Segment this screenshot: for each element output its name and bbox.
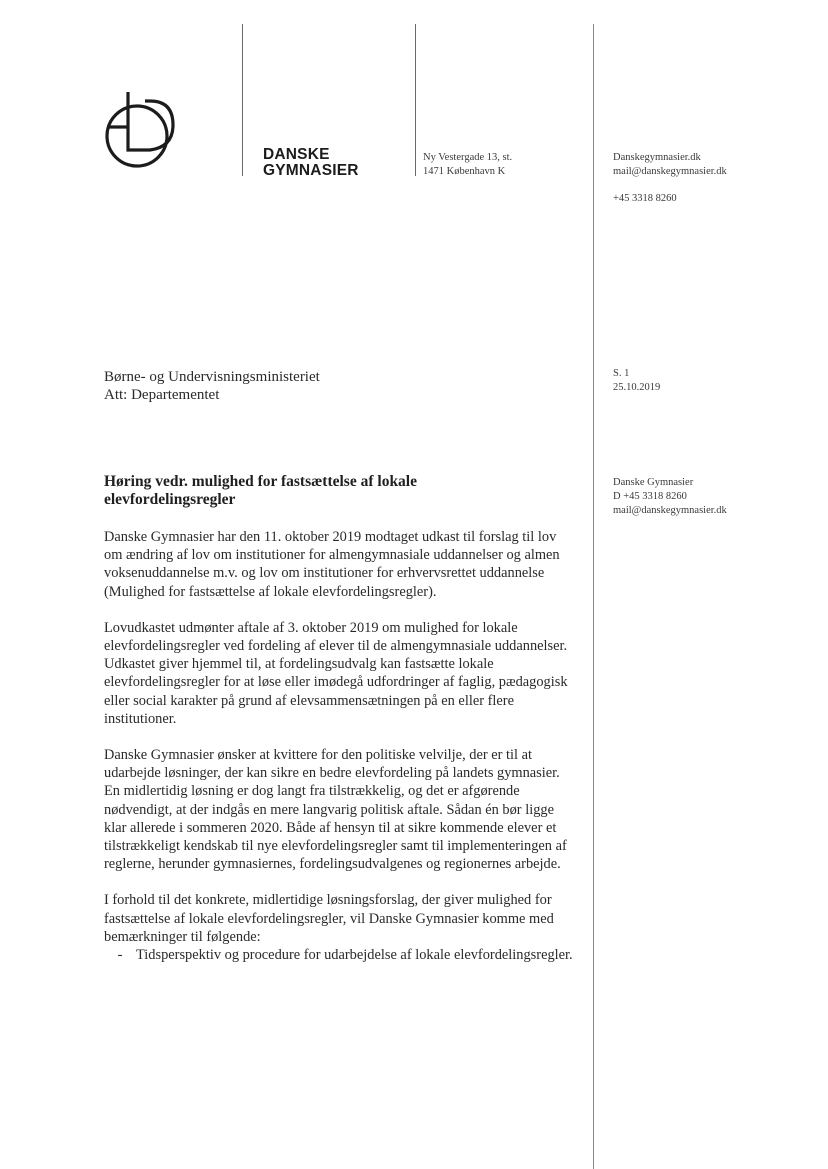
- divider-line-2: [415, 24, 416, 176]
- paragraph: Danske Gymnasier ønsker at kvittere for den politiske velvilje, der er til at udarbejde løsninger, der kan sikre en bedre elevfordeling på landets gymnasier. En midlertidig løsning er dog langt fra tilstrækkelig, og det er afgørende nødvendigt, at der indgås en mere langvarig politisk aftale. Sådan én bør ligge klar allerede i sommeren 2020. Både af hensyn til at sikre kommende elever et tilstrækkeligt kendskab til nye elevfordelingsregler samt til implementeringen af reglerne, herunder gymnasiernes, fordelingsudvalgenes og regionernes arbejde.: [104, 747, 567, 873]
- divider-line-1: [242, 24, 243, 176]
- bullet-item: [104, 946, 574, 964]
- phone-number: +45 3318 8260: [613, 193, 677, 204]
- sender-block: [613, 476, 727, 518]
- organization-name: [263, 147, 359, 179]
- recipient-line2: Att: Departementet: [104, 387, 220, 403]
- paragraph: Danske Gymnasier har den 11. oktober 2019 modtaget udkast til forslag til lov om ændring af lov om institutioner for almengymnasiale uddannelser og almen voksenuddannelse m.v. og lov om institutioner for erhvervsrettet uddannelse (Mulighed for fastsættelse af lokale elevfordelingsregler).: [104, 529, 560, 600]
- danske-gymnasier-logo: [103, 87, 177, 169]
- letter-body: [104, 528, 574, 964]
- contact-block: [613, 151, 727, 179]
- address-line2: 1471 København K: [423, 166, 506, 177]
- email-link[interactable]: mail@danskegymnasier.dk: [613, 166, 727, 177]
- paragraph: Lovudkastet udmønter aftale af 3. oktober 2019 om mulighed for lokale elevfordelingsregler ved fordeling af elever til de almengymnasiale uddannelser. Udkastet giver hjemmel til, at fordelingsudvalg kan fastsætte lokale elevfordelingsregler for at løse eller imødegå udfordringer af faglig, pædagogisk eller social karakter på grund af elevsammensætningen på en eller flere institutioner.: [104, 619, 568, 727]
- website-link[interactable]: Danskegymnasier.dk: [613, 152, 701, 163]
- divider-line-3: [593, 24, 594, 1169]
- bullet-dash: -: [117, 947, 123, 964]
- org-name-line1: DANSKE: [263, 146, 330, 163]
- meta-block: [613, 367, 660, 395]
- address-line1: Ny Vestergade 13, st.: [423, 152, 513, 163]
- org-name-line2: GYMNASIER: [263, 162, 359, 179]
- bullet-text: Tidsperspektiv og procedure for udarbejdelse af lokale elevfordelingsregler.: [136, 947, 573, 964]
- address-block: [423, 151, 512, 179]
- sender-phone: D +45 3318 8260: [613, 491, 687, 502]
- recipient-block: [104, 368, 320, 404]
- sender-name: Danske Gymnasier: [613, 477, 694, 488]
- paragraph: I forhold til det konkrete, midlertidige løsningsforslag, der giver mulighed for fastsættelse af lokale elevfordelingsregler, vil Danske Gymnasier komme med bemærkninger til følgende:: [104, 892, 554, 945]
- sender-email[interactable]: mail@danskegymnasier.dk: [613, 505, 727, 516]
- letter-heading: Høring vedr. mulighed for fastsættelse af lokale elevfordelingsregler: [104, 473, 417, 508]
- recipient-line1: Børne- og Undervisningsministeriet: [104, 369, 320, 385]
- page-number: S. 1: [613, 368, 630, 379]
- letter-date: 25.10.2019: [613, 382, 661, 393]
